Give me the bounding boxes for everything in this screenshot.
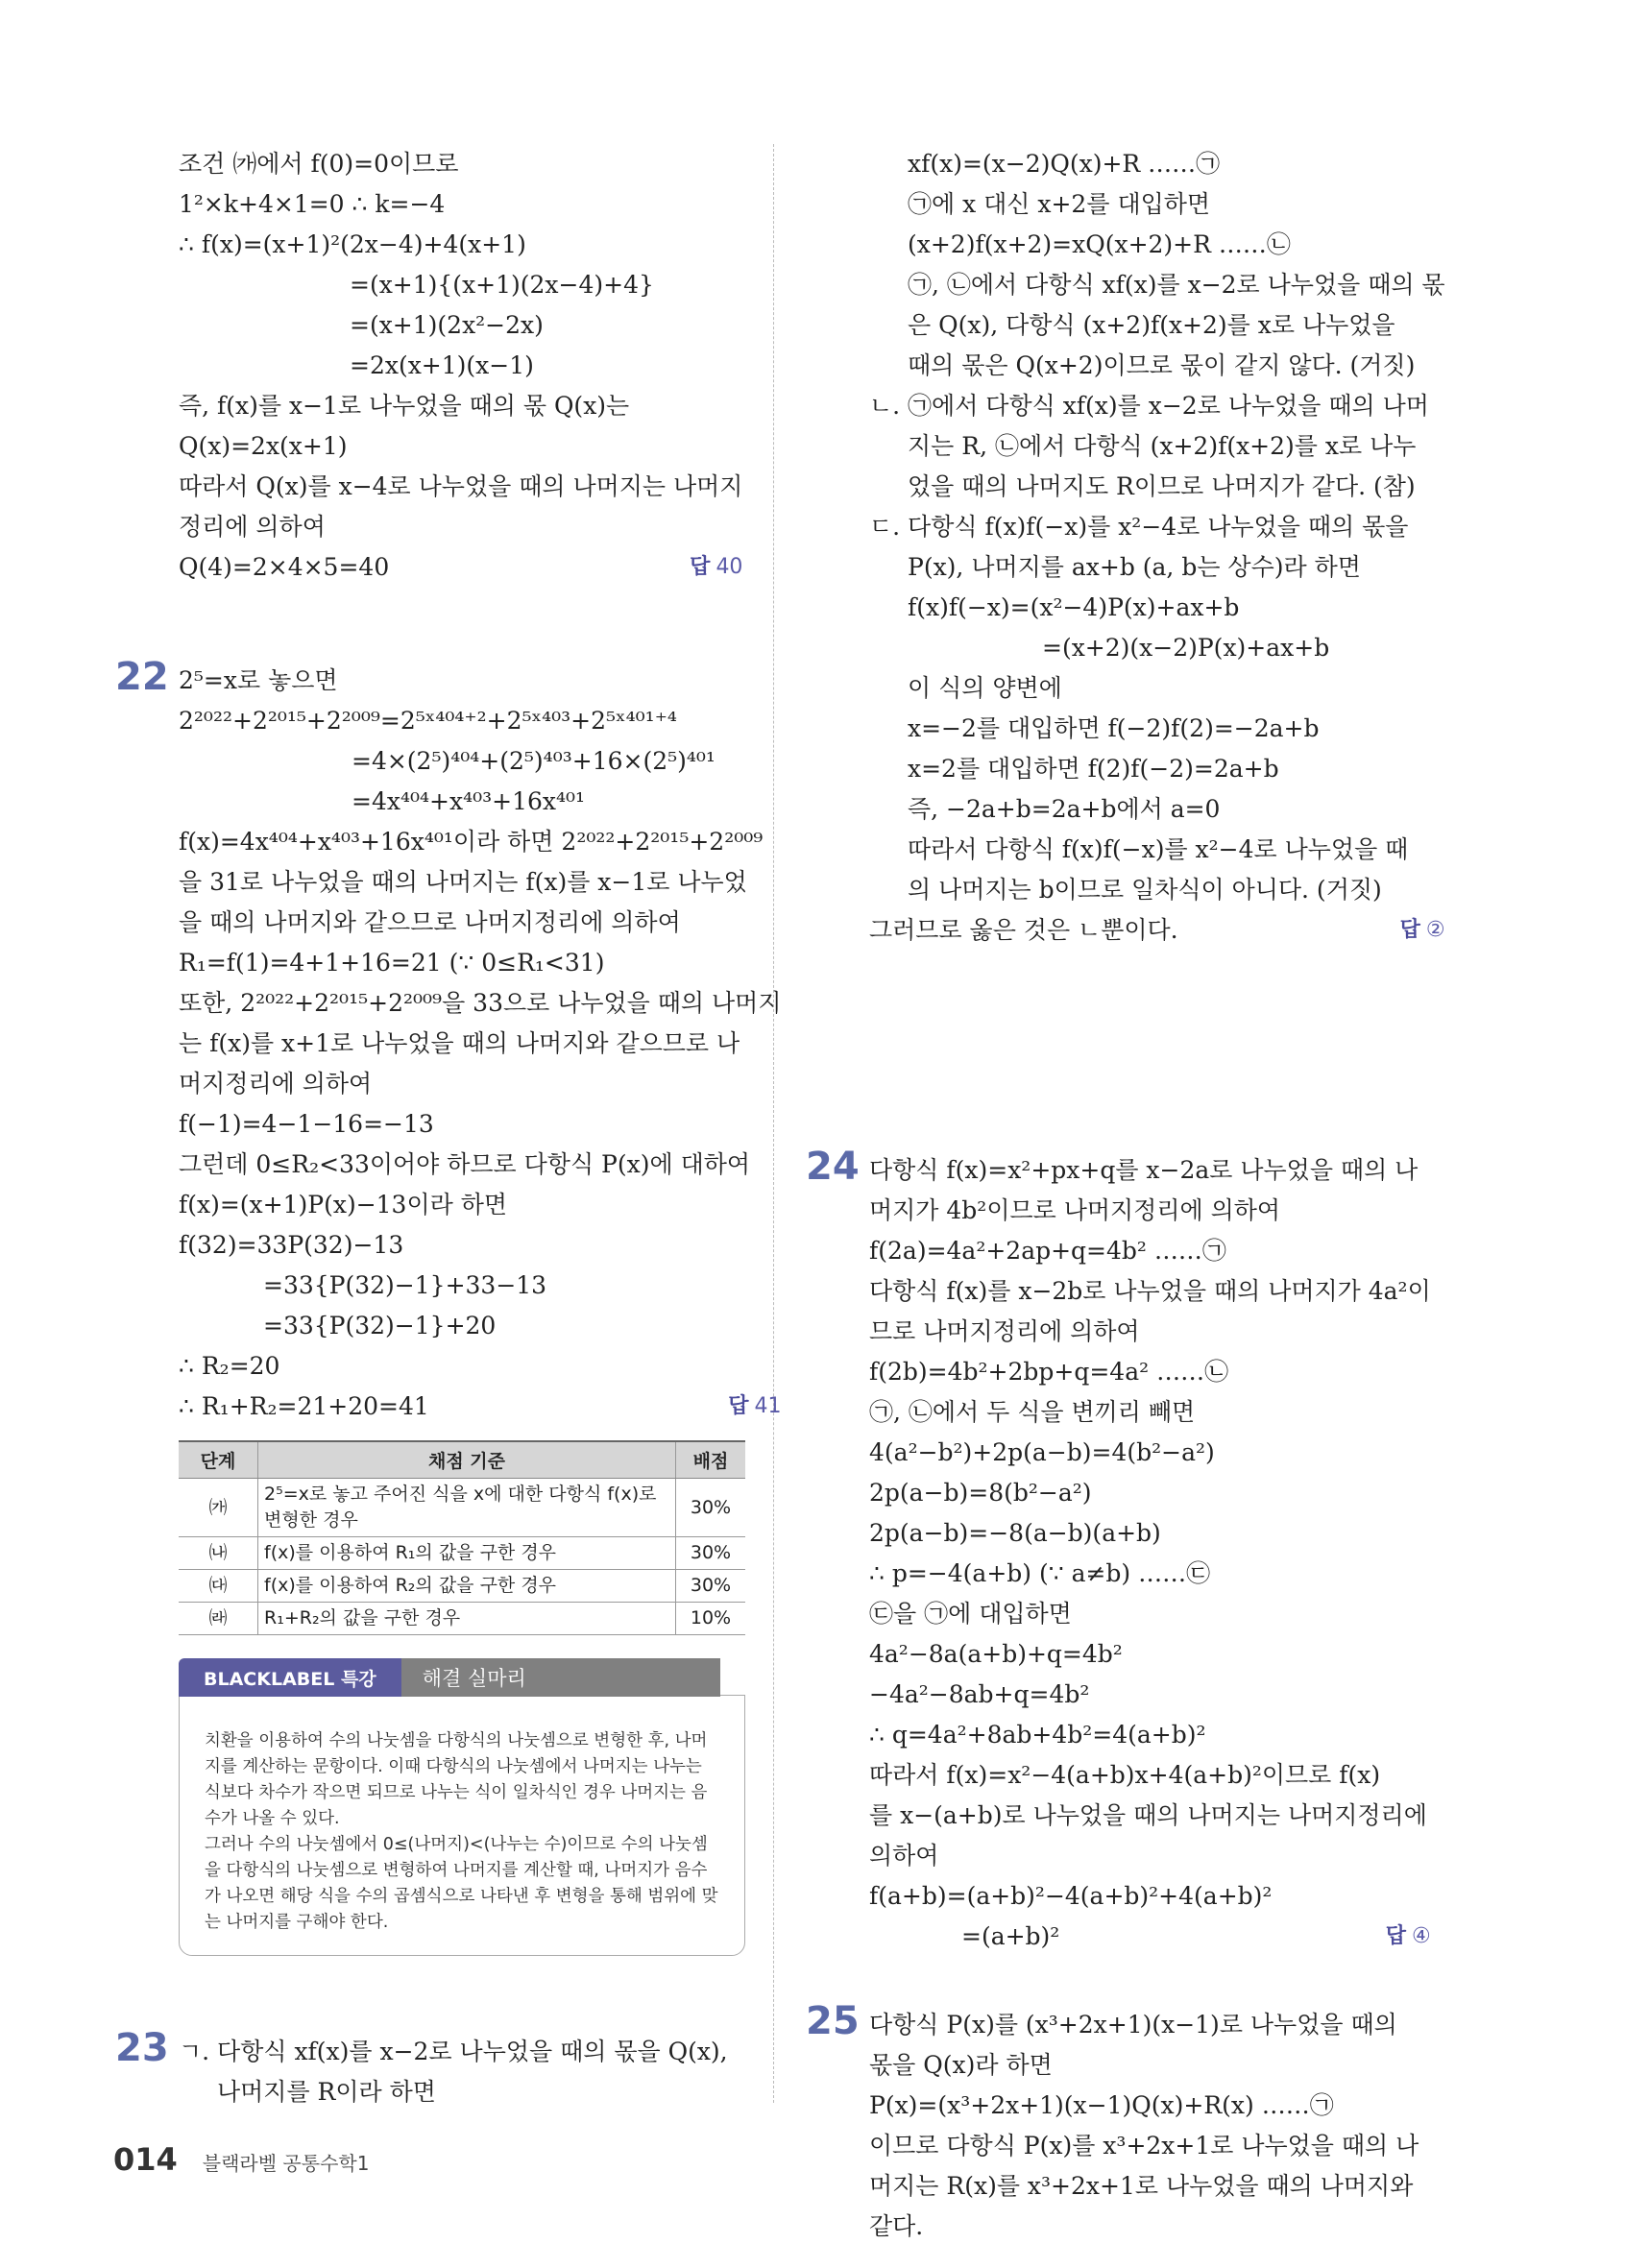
solution-line: f(2a)=4a²+2ap+q=4b² ……㉠ [869, 1237, 1226, 1265]
q23-solution-start [179, 2032, 728, 2112]
solution-line: 2⁵=x로 놓으면 [179, 666, 338, 694]
solution-line: 을 때의 나머지와 같으므로 나머지정리에 의하여 [179, 908, 681, 936]
answer-row [869, 1917, 1431, 1957]
solution-line: =4×(2⁵)⁴⁰⁴+(2⁵)⁴⁰³+16×(2⁵)⁴⁰¹ [352, 747, 715, 775]
solution-line: 을 31로 나누었을 때의 나머지는 f(x)를 x−1로 나누었 [179, 868, 747, 896]
solution-line: ㉠, ㉡에서 두 식을 변끼리 빼면 [869, 1398, 1196, 1426]
blacklabel-header [179, 1658, 745, 1697]
solution-line: x=2를 대입하면 f(2)f(−2)=2a+b [908, 755, 1279, 783]
table-header-row [179, 1441, 745, 1479]
solution-line: R₁=f(1)=4+1+16=21 (∵ 0≤R₁<31) [179, 949, 605, 977]
solution-line: 정리에 의하여 [179, 513, 326, 541]
table-cell: ㈐ [179, 1570, 258, 1603]
question-number: 24 [806, 1145, 860, 1189]
q22-solution [179, 661, 781, 1427]
solution-line: 2²⁰²²+2²⁰¹⁵+2²⁰⁰⁹=2⁵ˣ⁴⁰⁴⁺²+2⁵ˣ⁴⁰³+2⁵ˣ⁴⁰¹⁺⁴ [179, 707, 677, 735]
blacklabel-box [179, 1658, 745, 1956]
solution-line: =(x+2)(x−2)P(x)+ax+b [1042, 634, 1330, 662]
solution-line: 를 x−(a+b)로 나누었을 때의 나머지는 나머지정리에 [869, 1801, 1427, 1829]
solution-line: 은 Q(x), 다항식 (x+2)f(x+2)를 x로 나누었을 [908, 311, 1395, 339]
answer-row [179, 547, 742, 588]
solution-line: 따라서 다항식 f(x)f(−x)를 x²−4로 나누었을 때 [908, 835, 1409, 863]
blacklabel-tag: BLACKLABEL 특강 [179, 1658, 401, 1697]
scoring-table [179, 1440, 745, 1635]
solution-line: xf(x)=(x−2)Q(x)+R ……㉠ [908, 150, 1221, 178]
solution-line: =33{P(32)−1}+20 [263, 1312, 497, 1339]
blacklabel-paragraph: 치환을 이용하여 수의 나눗셈을 다항식의 나눗셈으로 변형한 후, 나머지를 계산하는 문항이다. 이때 다항식의 나눗셈에서 나머지는 나누는 식보다 차수가 작으면 되므로 나누는 식이 일차식인 경우 나머지는 음수가 나올 수 있다. [205, 1731, 708, 1828]
answer-value: ② [1425, 918, 1445, 942]
solution-line: =4x⁴⁰⁴+x⁴⁰³+16x⁴⁰¹ [352, 787, 586, 815]
solution-line: 2p(a−b)=8(b²−a²) [869, 1479, 1092, 1507]
solution-line: f(x)=4x⁴⁰⁴+x⁴⁰³+16x⁴⁰¹이라 하면 2²⁰²²+2²⁰¹⁵+2²⁰⁰⁹ [179, 828, 764, 856]
answer-badge [1386, 1917, 1431, 1957]
solution-line: (x+2)f(x+2)=xQ(x+2)+R ……㉡ [908, 230, 1291, 258]
question-number: 22 [115, 655, 169, 699]
solution-line: 따라서 Q(x)를 x−4로 나누었을 때의 나머지는 나머지 [179, 472, 743, 500]
solution-line: ∴ q=4a²+8ab+4b²=4(a+b)² [869, 1721, 1206, 1749]
table-cell: f(x)를 이용하여 R₁의 값을 구한 경우 [258, 1537, 676, 1570]
blacklabel-paragraph: 그러나 수의 나눗셈에서 0≤(나머지)<(나누는 수)이므로 수의 나눗셈을 다항식의 나눗셈으로 변형하여 나머지를 계산할 때, 나머지가 음수가 나오면 해당 식을 수의 곱셈식으로 나타낸 후 변형을 통해 범위에 맞는 나머지를 구해야 한다. [205, 1835, 718, 1932]
solution-line: 1²×k+4×1=0 ∴ k=−4 [179, 190, 446, 218]
blacklabel-title: 해결 실마리 [401, 1658, 720, 1697]
answer-value: 40 [715, 555, 743, 579]
question-number: 23 [115, 2026, 169, 2070]
solution-line: f(a+b)=(a+b)²−4(a+b)²+4(a+b)² [869, 1882, 1273, 1910]
solution-line: Q(x)=2x(x+1) [179, 432, 348, 460]
solution-line: ∴ f(x)=(x+1)²(2x−4)+4(x+1) [179, 230, 526, 258]
solution-line: 또한, 2²⁰²²+2²⁰¹⁵+2²⁰⁰⁹을 33으로 나누었을 때의 나머지 [179, 989, 782, 1017]
solution-line: 이므로 다항식 P(x)를 x³+2x+1로 나누었을 때의 나 [869, 2132, 1419, 2159]
solution-line: x=−2를 대입하면 f(−2)f(2)=−2a+b [908, 714, 1320, 742]
solution-line: 었을 때의 나머지도 R이므로 나머지가 같다. (참) [908, 472, 1416, 500]
solution-line: P(x), 나머지를 ax+b (a, b는 상수)라 하면 [908, 553, 1361, 581]
solution-line: =33{P(32)−1}+33−13 [263, 1271, 547, 1299]
solution-line: −4a²−8ab+q=4b² [869, 1680, 1090, 1708]
solution-line: ∴ R₁+R₂=21+20=41 [179, 1392, 429, 1420]
solution-line: ㉢을 ㉠에 대입하면 [869, 1600, 1072, 1628]
solution-line: 나머지를 R이라 하면 [217, 2078, 436, 2106]
answer-label: 답 [690, 555, 711, 579]
answer-label: 답 [1385, 1924, 1406, 1948]
answer-badge [728, 1387, 781, 1427]
solution-line: =(x+1)(2x²−2x) [350, 311, 544, 339]
solution-line: ㉠, ㉡에서 다항식 xf(x)를 x−2로 나누었을 때의 몫 [908, 271, 1445, 299]
q24-solution [869, 1150, 1431, 1957]
solution-line: 2p(a−b)=−8(a−b)(a+b) [869, 1519, 1161, 1547]
answer-row [869, 910, 1445, 951]
solution-line: 4a²−8a(a+b)+q=4b² [869, 1640, 1123, 1668]
answer-badge [1400, 910, 1445, 951]
answer-label: 답 [1399, 918, 1420, 942]
solution-line: 머지는 R(x)를 x³+2x+1로 나누었을 때의 나머지와 [869, 2172, 1414, 2200]
solution-line: 머지가 4b²이므로 나머지정리에 의하여 [869, 1196, 1281, 1224]
solution-line: 조건 ㈎에서 f(0)=0이므로 [179, 150, 459, 178]
solution-line: =(x+1){(x+1)(2x−4)+4} [350, 271, 654, 299]
answer-badge [690, 547, 742, 588]
solution-line: 머지정리에 의하여 [179, 1070, 373, 1098]
solution-line: ㄷ. 다항식 f(x)f(−x)를 x²−4로 나누었을 때의 몫을 [869, 513, 1409, 541]
solution-line: ∴ R₂=20 [179, 1352, 280, 1380]
solution-line: f(x)f(−x)=(x²−4)P(x)+ax+b [908, 593, 1240, 621]
table-cell: ㈏ [179, 1537, 258, 1570]
solution-line: 의하여 [869, 1842, 939, 1870]
answer-value: 41 [754, 1394, 782, 1418]
answer-value: ④ [1412, 1924, 1431, 1948]
solution-line: 이 식의 양변에 [908, 674, 1062, 702]
solution-line: ㄱ. 다항식 xf(x)를 x−2로 나누었을 때의 몫을 Q(x), [179, 2038, 728, 2065]
table-cell: 30% [676, 1479, 746, 1537]
solution-line: 므로 나머지정리에 의하여 [869, 1317, 1140, 1345]
table-row [179, 1479, 745, 1537]
page-number: 014 [113, 2141, 178, 2178]
page-footer [113, 2141, 369, 2178]
book-title: 블랙라벨 공통수학1 [202, 2152, 370, 2175]
q25-solution [869, 2005, 1419, 2247]
solution-line: f(x)=(x+1)P(x)−13이라 하면 [179, 1191, 507, 1218]
solution-line: 다항식 P(x)를 (x³+2x+1)(x−1)로 나누었을 때의 [869, 2011, 1397, 2039]
table-cell: 10% [676, 1603, 746, 1635]
solution-line: ㄴ. ㉠에서 다항식 xf(x)를 x−2로 나누었을 때의 나머 [869, 392, 1429, 420]
table-cell: 30% [676, 1537, 746, 1570]
solution-line: f(32)=33P(32)−13 [179, 1231, 404, 1259]
solution-line: =2x(x+1)(x−1) [350, 351, 534, 379]
solution-line: 4(a²−b²)+2p(a−b)=4(b²−a²) [869, 1438, 1215, 1466]
blacklabel-body [179, 1695, 745, 1956]
solution-line: 그러므로 옳은 것은 ㄴ뿐이다. [869, 916, 1178, 944]
solution-line: Q(4)=2×4×5=40 [179, 553, 390, 581]
solution-line: 의 나머지는 b이므로 일차식이 아니다. (거짓) [908, 876, 1382, 904]
table-cell: R₁+R₂의 값을 구한 경우 [258, 1603, 676, 1635]
table-cell: 2⁵=x로 놓고 주어진 식을 x에 대한 다항식 f(x)로 변형한 경우 [258, 1479, 676, 1537]
table-header: 단계 [179, 1441, 258, 1479]
solution-line: ㉠에 x 대신 x+2를 대입하면 [908, 190, 1211, 218]
solution-line: 즉, f(x)를 x−1로 나누었을 때의 몫 Q(x)는 [179, 392, 630, 420]
solution-line: 즉, −2a+b=2a+b에서 a=0 [908, 795, 1221, 823]
solution-line: P(x)=(x³+2x+1)(x−1)Q(x)+R(x) ……㉠ [869, 2091, 1334, 2119]
answer-row [179, 1387, 781, 1427]
solution-line: 는 f(x)를 x+1로 나누었을 때의 나머지와 같으므로 나 [179, 1029, 740, 1057]
q21-solution-continued [179, 144, 742, 588]
question-number: 25 [806, 1999, 860, 2043]
table-row [179, 1537, 745, 1570]
solution-line: 몫을 Q(x)라 하면 [869, 2051, 1053, 2079]
table-row [179, 1603, 745, 1635]
scoring-table-block [179, 1440, 745, 1635]
table-cell: 30% [676, 1570, 746, 1603]
solution-line: 같다. [869, 2212, 924, 2240]
solution-line: =(a+b)² [961, 1922, 1060, 1950]
solution-line: ∴ p=−4(a+b) (∵ a≠b) ……㉢ [869, 1559, 1211, 1587]
solution-line: 다항식 f(x)를 x−2b로 나누었을 때의 나머지가 4a²이 [869, 1277, 1431, 1305]
solution-line: 다항식 f(x)=x²+px+q를 x−2a로 나누었을 때의 나 [869, 1156, 1419, 1184]
solution-line: 따라서 f(x)=x²−4(a+b)x+4(a+b)²이므로 f(x) [869, 1761, 1381, 1789]
table-header: 채점 기준 [258, 1441, 676, 1479]
answer-label: 답 [728, 1394, 749, 1418]
table-header: 배점 [676, 1441, 746, 1479]
solution-line: f(2b)=4b²+2bp+q=4a² ……㉡ [869, 1358, 1229, 1386]
table-cell: f(x)를 이용하여 R₂의 값을 구한 경우 [258, 1570, 676, 1603]
q23-solution-continued [869, 144, 1445, 951]
solution-line: 때의 몫은 Q(x+2)이므로 몫이 같지 않다. (거짓) [908, 351, 1416, 379]
solution-line: 그런데 0≤R₂<33이어야 하므로 다항식 P(x)에 대하여 [179, 1150, 751, 1178]
table-row [179, 1570, 745, 1603]
table-cell: ㈎ [179, 1479, 258, 1537]
table-cell: ㈑ [179, 1603, 258, 1635]
solution-line: f(−1)=4−1−16=−13 [179, 1110, 434, 1138]
solution-line: 지는 R, ㉡에서 다항식 (x+2)f(x+2)를 x로 나누 [908, 432, 1417, 460]
